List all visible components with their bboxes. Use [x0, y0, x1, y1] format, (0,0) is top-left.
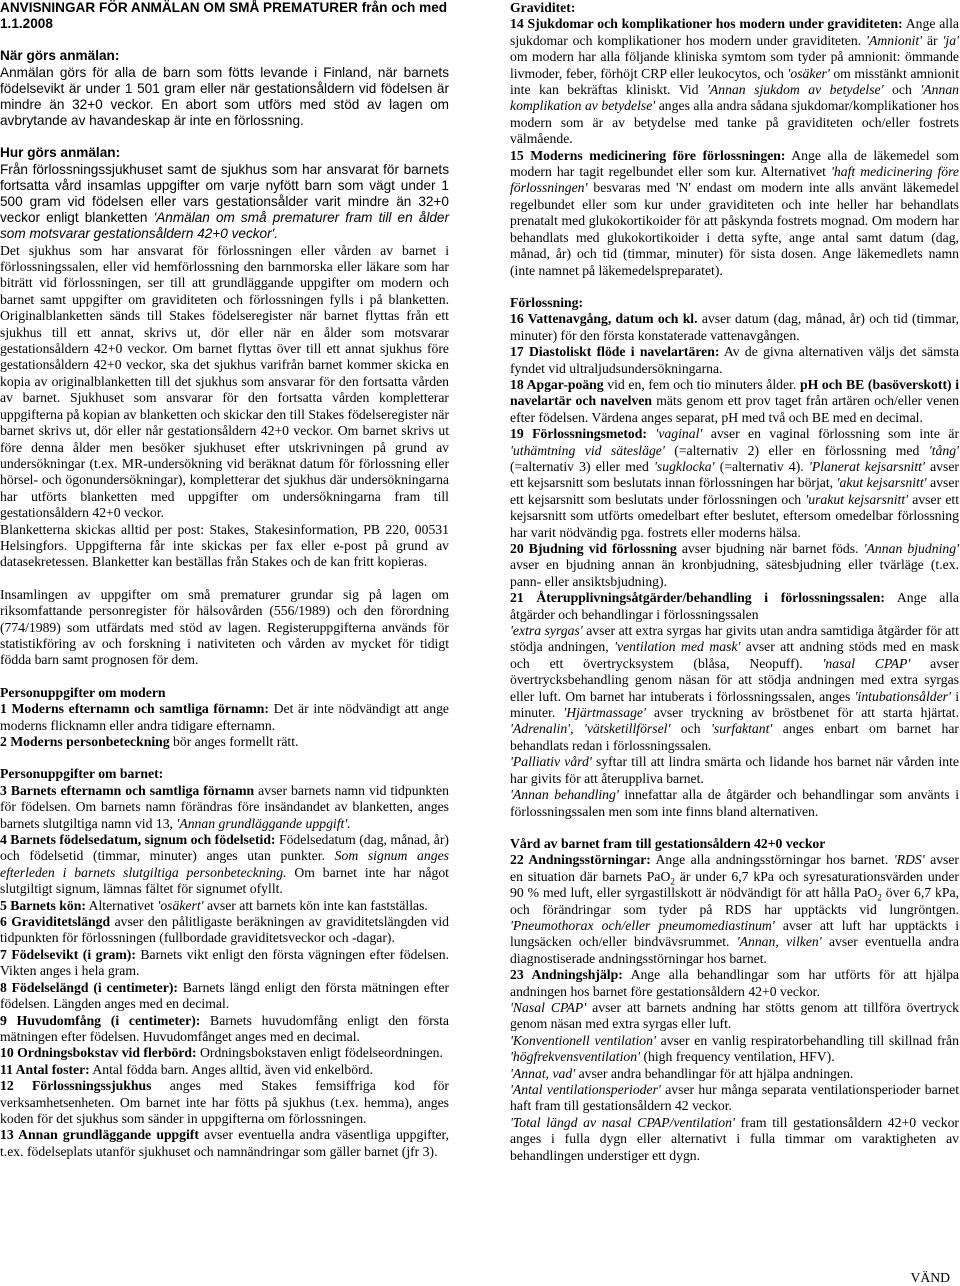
abort-text: En abort som utförs med stöd av lagen om avbrytande av havandeskap är inte en förlossning. — [0, 97, 449, 129]
item-21-palliative: 'Palliativ vård' syftar till att lindra smärta och lidande hos barnet när vården inte har givits för att återuppliva barnet. — [510, 754, 959, 786]
how-section — [0, 145, 449, 242]
item-8: 8 Födelselängd (i centimeter): Barnets längd enligt den första mätningen efter födelsen. Längden anges med en decimal. — [0, 979, 449, 1012]
item-23: 23 Andningshjälp: Ange alla behandlingar som har utförts för att hjälpa andningen hos barnet före gestationsåldern 42+0 veckor. — [510, 967, 959, 999]
item-22: 22 Andningsstörningar: Ange alla andningsstörningar hos barnet. 'RDS' avser en situation där barnets PaO$_2$ är under 6,7 kPa och syresaturationsvärden under 90 % med luft, eller syrgastillskott är nödvändigt för att hålla PaO$_2$ över 6,7 kPa, och förändringar som tyder på RDS har upptäckts vid lungröntgen. 'Pneumothorax och/eller pneumomediastinum' avser att luft har upptäckts i lungsäcken och/eller bindvävsrummet. 'Annan, vilken' avser eventuella andra diagnostiserade andningsstörningar hos barnet. — [510, 852, 960, 966]
item-9: 9 Huvudomfång (i centimeter): Barnets huvudomfång enligt den första mätningen efter födelsen. Huvudomfånget anges med en decimal. — [0, 1012, 449, 1044]
turn-page-label: VÄND — [910, 1270, 950, 1285]
when-text: Anmälan görs för alla de barn som fötts levande i Finland, när barnets födelsevikt är under 1 501 gram eller när gestationsåldern vid födelsen är mindre än 32+0 veckor. — [0, 64, 449, 113]
item-21: 21 Återupplivningsåtgärder/behandling i förlossningssalen: Ange alla åtgärder och behandlingar i förlossningssalen — [510, 590, 960, 622]
item-15: 15 Moderns medicinering före förlossningen: Ange alla de läkemedel som modern har tagit regelbundet eller som kur. Alternativet 'haft medicinering före förlossningen' besvaras med 'N' endast om modern inte alls använt läkemedel regelbundet eller som kur under graviditeten och inte heller har behandlats prenatalt med glukokortikoider för att påskynda fostrets mognad. Om modern har behandlats med glukokortikoider i detta syfte, ange antal samt datum (dag, månad, år) och tid (timmar, minuter) för sista dosen. Ange läkemedlets namn (inte namnet på läkemedelspreparatet). — [510, 147, 959, 278]
delivery-heading: Förlossning: — [510, 294, 584, 310]
when-section — [0, 48, 449, 129]
item-7: 7 Födelsevikt (i gram): Barnets vikt enligt den första vägningen efter födelsen. Vikten anges i hela gram. — [0, 946, 449, 979]
item-11: 11 Antal foster: Antal födda barn. Anges alltid, även vid enkelbörd. — [0, 1061, 373, 1077]
how-heading: Hur görs anmälan: — [0, 145, 121, 161]
item-21-other: 'Annan behandling' innefattar alla de åtgärder och behandlingar som använts i förlossningssalen men som inte finns bland alternativen. — [510, 787, 959, 819]
item-6: 6 Graviditetslängd avser den pålitligaste beräkningen av graviditetslängden vid tidpunkten för förlossningen (fullbordade graviditetsveckor och -dagar). — [0, 914, 449, 946]
care-heading: Vård av barnet fram till gestationsåldern 42+0 veckor — [510, 835, 826, 851]
procedure-paragraph: Det sjukhus som har ansvarat för förlossningen eller vården av barnet i förlossningssalen, eller vid hemförlossning den barnmorska eller läkare som har biträtt vid förlossningen, ser till att grundläggande uppgifter om modern och barnet samt uppgifter om graviditeten och förlossningen fylls i på blanketten. Originalblanketten sänds till Stakes födelseregister när barnet flyttas från ett sjukhus till ett annat, skrivs ut, dör eller när en ålder som motsvarar gestationsåldern 42+0 veckor. Om barnet flyttas över till ett annat sjukhus före gestationsåldern 42+0 veckor, ska det sjukhus varifrån barnet kommer skicka en kopia av originalblanketten till det sjukhus som ansvarar för den fortsatta vården av barnet. Sjukhuset som ansvarar för den fortsatta vården kompletterar uppgifterna på kopian av blanketten och skickar den till Stakes födelseregister när barnet skrivs ut, dör eller når gestationsåldern 42+0 veckor. Om barnet skrivs ut före denna ålder men besöker sjukhuset efter utskrivningen på grund av undersökningar (t.ex. MR-undersökning vid beräknat datum för förlossning eller hörsel- och ögonundersökningar), kompletterar det sjukhus där undersökningarna har utförts blanketten med uppgifter om undersökningarna fram till gestationsåldern 42+0 veckor. — [0, 242, 449, 521]
when-heading: När görs anmälan: — [0, 48, 120, 64]
item-4: 4 Barnets födelsedatum, signum och födelsetid: Födelsedatum (dag, månad, år) och födelsetid (timmar, minuter) anges utan punkter. Som signum anges efterleden i barnets slutgiltiga personbeteckning. Om barnet inte har något slutgiltigt signum, lämnas fältet för signumet ofyllt. — [0, 832, 449, 897]
item-18: 18 Apgar-poäng vid en, fem och tio minuters ålder. pH och BE (basöverskott) i navelartär och navelven mäts genom ett prov taget från artären och/eller venen efter födelsen. Värdena anges separat, pH med två och BE med en decimal. — [510, 376, 959, 425]
item-19: 19 Förlossningsmetod: 'vaginal' avser en vaginal förlossning som inte är 'uthämtning vid sätesläge' (=alternativ 2) eller en förlossning med 'tång' (=alternativ 3) eller med 'sugklocka' (=alternativ 4). 'Planerat kejsarsnitt' avser ett kejsarsnitt som beslutats innan förlossningen har börjat, 'akut kejsarsnitt' avser ett kejsarsnitt som beslutats under förlossningen och 'urakut kejsarsnitt' avser ett kejsarsnitt som utförts omedelbart efter beslutet, eftersom omedelbar förlossning har varit nödvändig pga. fostrets eller moderns hälsa. — [510, 426, 960, 540]
left-column — [0, 0, 449, 1160]
item-5: 5 Barnets kön: Alternativet 'osäkert' avser att barnets kön inte kan fastställas. — [0, 897, 428, 913]
item-21-extra-oxygen: 'extra syrgas' avser att extra syrgas har givits utan andra samtidiga åtgärder för att stödja andningen, 'ventilation med mask' avser att andning stöds med en mask och ett övertrycksystem (blåsa, Neopuff). 'nasal CPAP' avser övertrycksbehandling genom näsan för att stödja andningen med extra syrgas eller luft. Om barnet har intuberats i förlossningssalen, anges 'intubationsålder' i minuter. 'Hjärtmassage' avser tryckning av bröstbenet för att starta hjärtat. 'Adrenalin', 'vätsketillförsel' och 'surfaktant' anges enbart om barnet har behandlats redan i förlossningssalen. — [510, 623, 960, 753]
right-column — [510, 0, 959, 1164]
item-23-cpap: 'Nasal CPAP' avser att barnets andning har stötts genom att tillföra övertryck genom näsan med extra syrgas eller luft. — [510, 999, 959, 1032]
item-23-periods: 'Antal ventilationsperioder' avser hur många separata ventilationsperioder barnet haft fram till gestationsåldern 42 veckor. — [510, 1082, 960, 1114]
item-12: 12 Förlossningssjukhus anges med Stakes femsiffriga kod för verksamhetsenheten. Om barnet inte har fötts på sjukhus (t.ex. hemma), anges koden för det sjukhus som sänder in uppgifterna om förlossningen. — [0, 1078, 449, 1126]
item-14: 14 Sjukdomar och komplikationer hos modern under graviditeten: Ange alla sjukdomar och komplikationer hos modern under graviditeten. 'Amnionit' är 'ja' om modern har alla följande kliniska symtom som tyder på amnionit: ömmande livmoder, feber, förhöjt CRP eller leukocytos, och 'osäker' om misstänkt amnionit inte kan bekräftas kliniskt. Vid 'Annan sjukdom av betydelse' och 'Annan komplikation av betydelse' anges alla andra sådana sjukdomar/komplikationer hos modern som är av betydelse med tanke på graviditeten och/eller fostrets välmående. — [510, 16, 960, 147]
item-13: 13 Annan grundläggande uppgift avser eventuella andra väsentliga uppgifter, t.ex. födelseplats utanför sjukhuset och namnändringar som gäller barnet (jfr 3). — [0, 1127, 449, 1159]
item-16: 16 Vattenavgång, datum och kl. avser datum (dag, månad, år) och tid (timmar, minuter) för den första konstaterade vattenavgången. — [510, 311, 959, 343]
item-17: 17 Diastoliskt flöde i navelartären: Av de givna alternativen väljs det sämsta fyndet vid ultraljudsundersökningarna. — [510, 344, 959, 376]
mailing-paragraph: Blanketterna skickas alltid per post: Stakes, Stakesinformation, PB 220, 00531 Helsingfors. Uppgifterna får inte skickas per fax eller e-post på grund av datasekretessen. Blanketter kan beställas från Stakes och de kan fritt kopieras. — [0, 521, 449, 570]
item-23-other: 'Annat, vad' avser andra behandlingar för att hjälpa andningen. — [510, 1065, 854, 1081]
form-name: 'Anmälan om små prematurer fram till en ålder som motsvarar gestationsåldern 42+0 veckor'. — [0, 210, 449, 242]
item-2: 2 Moderns personbeteckning bör anges formellt rätt. — [0, 734, 299, 750]
pregnancy-heading: Graviditet: — [510, 0, 576, 15]
legal-paragraph: Insamlingen av uppgifter om små prematurer grundar sig på lagen om riksomfattande personregister för hälsovården (556/1989) och den förordning (774/1989) som utfärdats med stöd av lagen. Registeruppgifterna används för statistikföring av och forskning i nativiteten och vården av mycket för tidigt födda barn samt prognosen för dem. — [0, 586, 449, 668]
child-heading: Personuppgifter om barnet: — [0, 766, 164, 782]
how-text: Från förlossningssjukhuset samt de sjukhus som har ansvarat för barnets fortsatta vård insamlas uppgifter om varje nyfött barn som vägt under 1 500 gram vid födelsen eller vars gestationsålder varit mindre än 32+0 veckor enligt blanketten — [0, 161, 449, 226]
page-title: ANVISNINGAR FÖR ANMÄLAN OM SMÅ PREMATURER från och med 1.1.2008 — [0, 0, 448, 32]
item-3: 3 Barnets efternamn och samtliga förnamn avser barnets namn vid tidpunkten för födelsen. Om barnets namn förändras före insändandet av blanketten, anges barnets slutgiltiga namn vid 13, 'Annan grundläggande uppgift'. — [0, 782, 449, 831]
mother-heading: Personuppgifter om modern — [0, 684, 166, 700]
item-1: 1 Moderns efternamn och samtliga förnamn: Det är inte nödvändigt att ange moderns flicknamn eller andra tidigare efternamn. — [0, 701, 449, 733]
item-20: 20 Bjudning vid förlossning avser bjudning när barnet föds. 'Annan bjudning' avser en bjudning annan än kronbjudning, sätesbjudning eller tvärläge (t.ex. pann- eller ansiktsbjudning). — [510, 541, 959, 589]
item-10: 10 Ordningsbokstav vid flerbörd: Ordningsbokstaven enligt födelseordningen. — [0, 1045, 443, 1061]
item-23-conventional: 'Konventionell ventilation' avser en vanlig respiratorbehandling till skillnad från 'högfrekvensventilation' (high frequency ventilation, HFV). — [510, 1032, 959, 1065]
how-continued — [0, 243, 449, 1161]
item-23-total: 'Total längd av nasal CPAP/ventilation' fram till gestationsåldern 42+0 veckor anges i fulla dygn eller alternativt i fulla timmar om varaktigheten av behandlingen understiger ett dygn. — [510, 1114, 959, 1163]
